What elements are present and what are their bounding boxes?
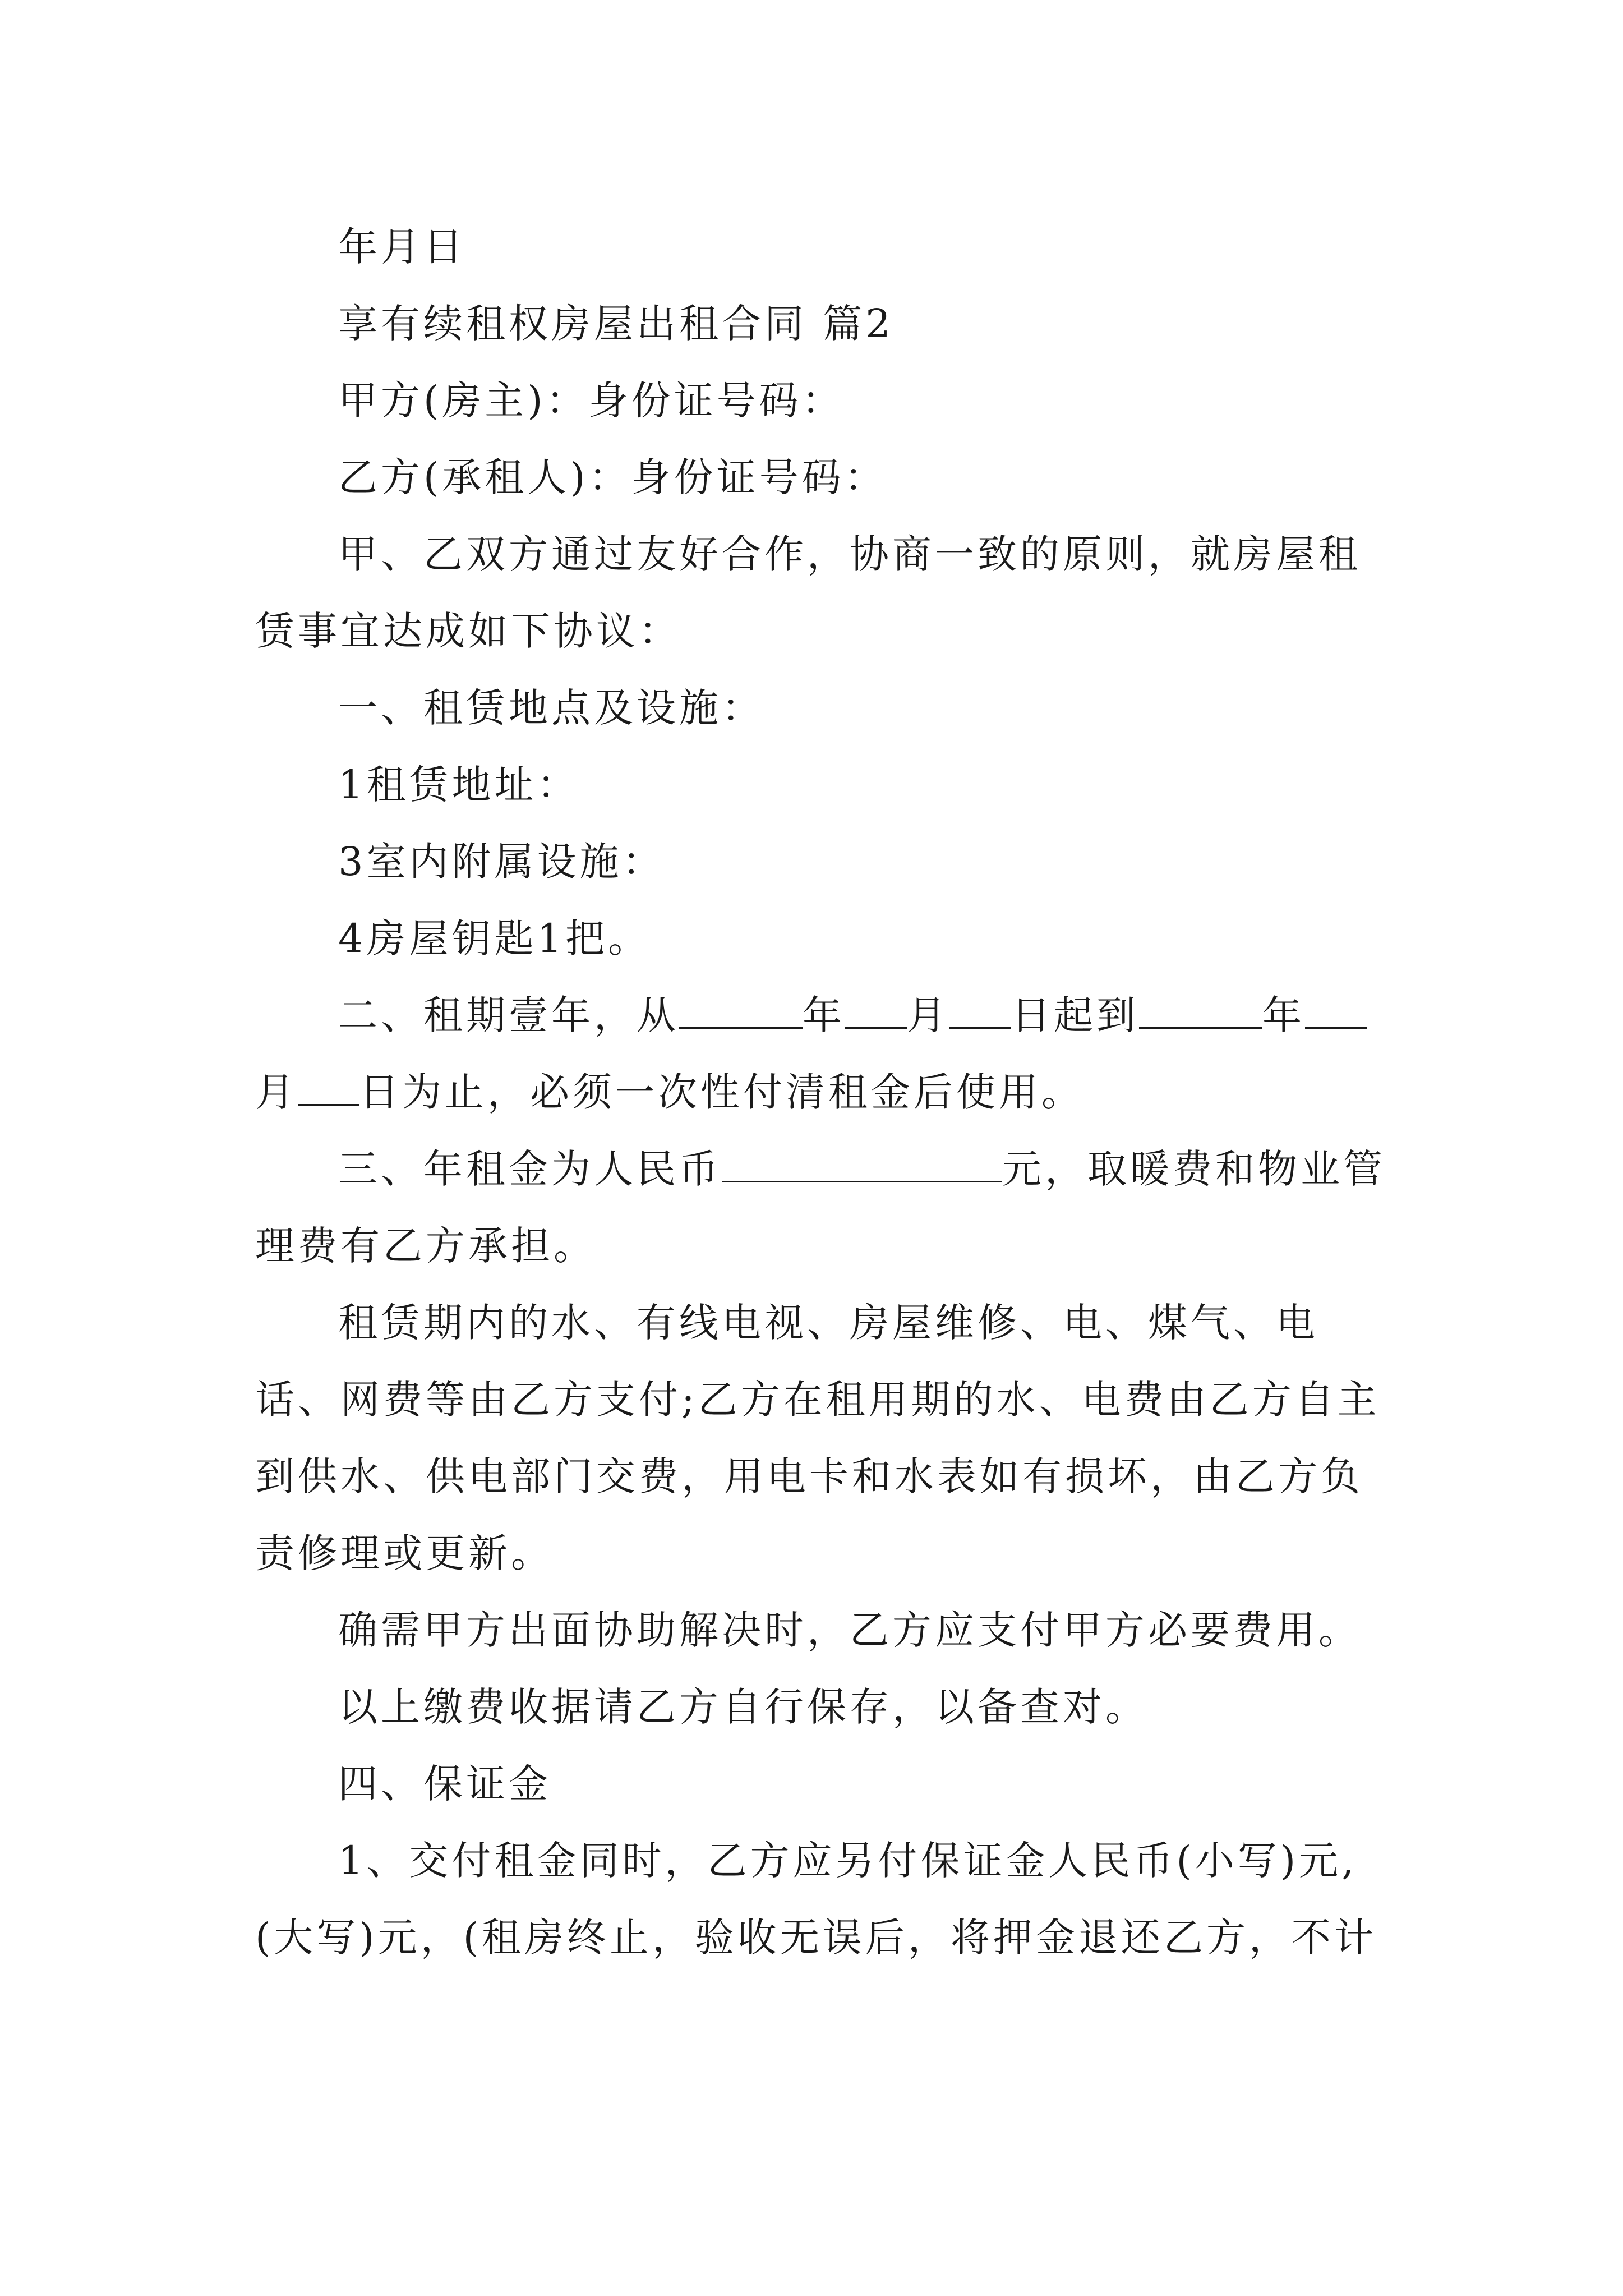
section-4-heading: 四、保证金 xyxy=(338,1761,551,1807)
facilities-item: 3室内附属设施： xyxy=(338,839,665,885)
rental-address-item: 1租赁地址： xyxy=(338,762,580,808)
start-year-blank xyxy=(679,993,803,1029)
lease-term-text-6: 月 xyxy=(255,1069,298,1115)
lease-term-text-4: 日起到 xyxy=(1011,992,1139,1038)
party-a-line: 甲方(房主)：身份证号码： xyxy=(338,378,845,424)
lease-term-text-7: 日为止，必须一次性付清租金后使用。 xyxy=(359,1069,1084,1115)
document-body xyxy=(255,209,1394,1976)
lease-term-paragraph xyxy=(255,977,1394,1131)
deposit-paragraph: 1、交付租金同时，乙方应另付保证金人民币(小写)元,(大写)元，(租房终止，验收无误后，将押金退还乙方，不计 xyxy=(255,1838,1377,1961)
annual-rent-text-1: 三、年租金为人民币 xyxy=(338,1146,722,1192)
utilities-paragraph: 租赁期内的水、有线电视、房屋维修、电、煤气、电话、网费等由乙方支付;乙方在租用期的水、电费由乙方自主到供水、供电部门交费，用电卡和水表如有损坏，由乙方负责修理或更新。 xyxy=(255,1300,1380,1576)
start-month-blank xyxy=(845,993,907,1029)
lease-term-text-5: 年 xyxy=(1262,992,1305,1038)
end-day-blank xyxy=(298,1070,359,1106)
keys-item: 4房屋钥匙1把。 xyxy=(338,915,651,961)
start-day-blank xyxy=(949,993,1011,1029)
intro-paragraph: 甲、乙双方通过友好合作，协商一致的原则，就房屋租赁事宜达成如下协议： xyxy=(255,531,1361,654)
receipts-paragraph: 以上缴费收据请乙方自行保存，以备查对。 xyxy=(338,1684,1148,1730)
lease-term-text-1: 二、租期壹年，从 xyxy=(338,992,679,1038)
assistance-paragraph: 确需甲方出面协助解决时，乙方应支付甲方必要费用。 xyxy=(338,1607,1361,1653)
lease-term-text-3: 月 xyxy=(907,992,949,1038)
rent-amount-blank xyxy=(722,1147,1002,1182)
end-month-blank xyxy=(1305,993,1367,1029)
date-line: 年月日 xyxy=(338,224,466,270)
end-year-blank xyxy=(1139,993,1262,1029)
lease-term-text-2: 年 xyxy=(803,992,845,1038)
contract-title: 享有续租权房屋出租合同 篇2 xyxy=(338,301,894,347)
party-b-line: 乙方(承租人)：身份证号码： xyxy=(338,454,887,500)
section-1-heading: 一、租赁地点及设施： xyxy=(338,685,764,731)
annual-rent-paragraph xyxy=(255,1131,1394,1285)
annual-rent-text-2: 元，取暖费和物业管理费有乙方承担。 xyxy=(255,1146,1386,1269)
